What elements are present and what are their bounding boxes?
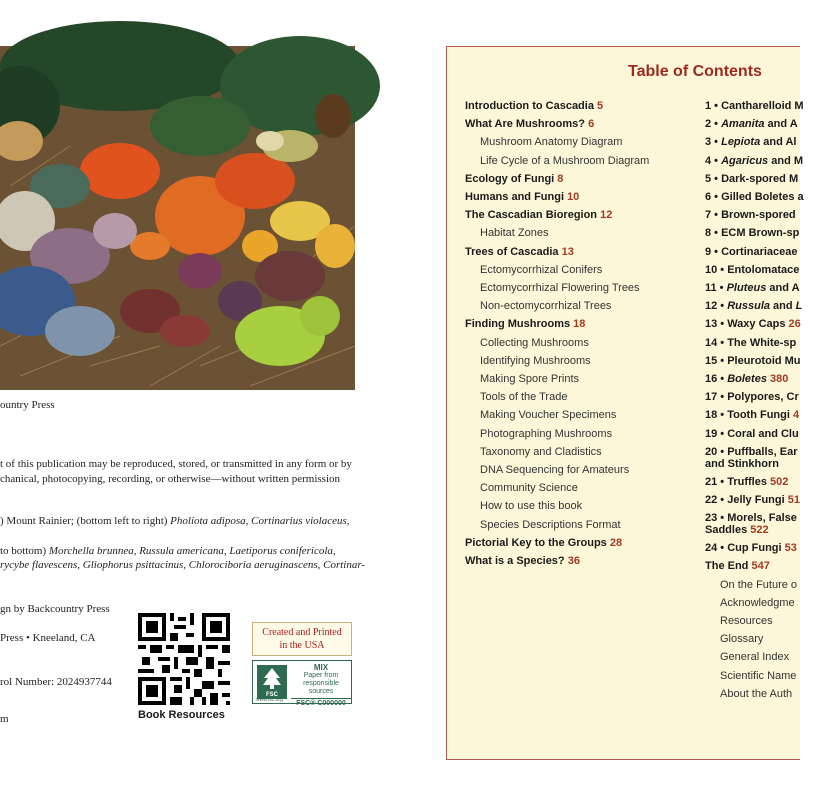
toc-chapter-label: Brown-spored — [721, 209, 796, 222]
toc-entry[interactable] — [465, 97, 695, 115]
toc-chapter-number: 2 • — [705, 118, 722, 131]
toc-chapter-entry[interactable] — [705, 648, 825, 666]
toc-chapter-label: Gilled Boletes a — [721, 191, 804, 204]
cover-credit-line-1-species: Pholiota adiposa, Cortinarius violaceus, — [170, 515, 350, 527]
toc-chapter-number: 17 • — [705, 391, 728, 404]
cover-credit-line-2-prefix: to bottom) — [0, 545, 49, 557]
toc-chapter-entry[interactable] — [705, 576, 825, 594]
toc-entry-page: 6 — [588, 118, 595, 131]
toc-chapter-number: 8 • — [705, 227, 722, 240]
toc-entry-label: Humans and Fungi — [465, 191, 564, 204]
toc-chapter-entry[interactable] — [705, 115, 825, 133]
toc-chapter-entry[interactable] — [705, 594, 825, 612]
fsc-text-block — [291, 664, 351, 708]
toc-entry-label: Introduction to Cascadia — [465, 100, 594, 112]
toc-chapter-number: 19 • — [705, 427, 728, 440]
toc-chapter-label: Russula and L — [727, 300, 803, 313]
toc-chapter-label: Cantharelloid M — [721, 100, 804, 112]
toc-entry-label: DNA Sequencing for Amateurs — [480, 464, 630, 477]
toc-page — [446, 46, 804, 760]
toc-entry-label: Ecology of Fungi — [465, 172, 555, 185]
toc-chapter-label: The White-sp — [727, 336, 797, 349]
toc-chapter-number: 16 • — [705, 373, 728, 386]
toc-entry-page: 13 — [561, 245, 574, 258]
cover-credit-line-3-species: rycybe flavescens, Gliophorus psittacinus, Chlorociboria aeruginascens, Cortinar- — [0, 559, 366, 571]
toc-entry[interactable] — [465, 297, 695, 315]
fsc-line-2: responsible sources — [303, 680, 339, 695]
toc-entry-label: Non-ectomycorrhizal Trees — [480, 300, 612, 313]
toc-chapter-entry[interactable] — [705, 667, 825, 685]
fsc-tree-logo-icon — [257, 665, 287, 699]
toc-chapter-entry[interactable] — [705, 685, 825, 703]
toc-chapter-number: 14 • — [705, 336, 728, 349]
toc-entry-label: Species Descriptions Format — [480, 518, 621, 531]
toc-chapter-label: Acknowledgme — [720, 596, 795, 609]
toc-entry[interactable] — [465, 497, 695, 515]
cover-credit-line-1 — [0, 514, 350, 528]
toc-chapter-entry[interactable] — [705, 370, 825, 388]
made-in-usa-badge — [252, 622, 352, 656]
toc-chapter-entry[interactable] — [705, 539, 825, 557]
toc-chapter-number: 3 • — [705, 136, 722, 149]
toc-entry[interactable] — [465, 479, 695, 497]
toc-chapter-number: 22 • — [705, 494, 728, 507]
toc-chapter-entry[interactable] — [705, 133, 825, 151]
toc-entry-label: What is a Species? — [465, 555, 565, 568]
toc-chapter-entry[interactable] — [705, 224, 825, 242]
toc-entry-label: Ectomycorrhizal Flowering Trees — [480, 282, 640, 295]
toc-entry-label: Mushroom Anatomy Diagram — [480, 136, 623, 149]
toc-entry-page: 36 — [567, 555, 580, 568]
toc-chapter-label: ECM Brown-sp — [721, 227, 800, 240]
toc-entry[interactable] — [465, 133, 695, 151]
qr-code-icon[interactable] — [138, 613, 230, 705]
copyright-line-2: chanical, photocopying, recording, or otherwise—without written permission — [0, 473, 341, 485]
toc-entry-page: 28 — [609, 536, 623, 549]
toc-chapter-entry[interactable] — [705, 406, 825, 424]
toc-chapter-entry[interactable] — [705, 630, 825, 648]
toc-chapter-entry[interactable] — [705, 152, 825, 170]
toc-entry[interactable] — [465, 334, 695, 352]
toc-chapter-label: Tooth Fungi 4 — [727, 409, 800, 422]
toc-entry-label: Making Voucher Specimens — [480, 409, 617, 422]
toc-entry-label: Finding Mushrooms — [465, 318, 571, 331]
toc-chapter-number: 4 • — [705, 154, 722, 167]
toc-chapter-label: Resources — [720, 615, 773, 628]
badge-usa-line-2: in the USA — [279, 640, 325, 651]
cover-credit-line-3 — [0, 558, 365, 572]
toc-chapter-number: 1 • — [705, 100, 722, 112]
toc-entry[interactable] — [465, 115, 695, 133]
toc-chapter-number: 20 • — [705, 445, 728, 458]
toc-chapter-entry[interactable] — [705, 243, 825, 261]
toc-entry-page: 8 — [557, 172, 564, 185]
toc-entry[interactable] — [465, 370, 695, 388]
toc-entry[interactable] — [465, 406, 695, 424]
toc-chapter-number: 10 • — [705, 263, 728, 276]
toc-chapter-label: Waxy Caps 26 — [727, 318, 801, 331]
fsc-mix-label: MIX — [313, 663, 329, 672]
toc-chapter-entry[interactable] — [705, 512, 825, 536]
toc-entry-label: Photographing Mushrooms — [480, 427, 613, 440]
toc-chapter-number: 13 • — [705, 318, 728, 331]
toc-entry[interactable] — [465, 152, 695, 170]
cover-photo-mushrooms — [0, 46, 355, 390]
toc-entry-page: 10 — [567, 191, 580, 204]
toc-entry-label: What Are Mushrooms? — [465, 118, 585, 131]
toc-entry-page: 12 — [600, 209, 613, 222]
toc-chapter-label: Entolomatace — [727, 263, 800, 276]
toc-entry-label: Tools of the Trade — [480, 391, 568, 404]
toc-chapter-label: Glossary — [720, 633, 764, 646]
fsc-url: www.fsc.org — [256, 697, 283, 703]
toc-entry[interactable] — [465, 170, 695, 188]
toc-entry[interactable] — [465, 388, 695, 406]
toc-chapter-label: Puffballs, Ear and Stinkhorn — [705, 445, 798, 470]
toc-entry-label: Trees of Cascadia — [465, 245, 559, 258]
toc-chapter-label: Scientific Name — [720, 669, 797, 682]
badge-usa-line-1: Created and Printed — [262, 627, 342, 638]
toc-chapter-number: 21 • — [705, 475, 728, 488]
toc-entry-page: 5 — [597, 100, 604, 112]
fsc-code: FSC® C000000 — [291, 698, 351, 708]
toc-chapter-label: On the Future o — [720, 578, 798, 591]
toc-chapter-entry[interactable] — [705, 388, 825, 406]
toc-chapter-entry[interactable] — [705, 612, 825, 630]
toc-chapter-number: 7 • — [705, 209, 722, 222]
trailing-text: m — [0, 713, 9, 725]
toc-entry-label: Community Science — [480, 482, 578, 495]
toc-entry-label: Ectomycorrhizal Conifers — [480, 263, 603, 276]
cover-credit-line-2 — [0, 544, 336, 558]
toc-column-1 — [465, 97, 695, 570]
toc-chapter-number: 15 • — [705, 354, 728, 367]
toc-entry-label: Habitat Zones — [480, 227, 549, 240]
toc-column-2 — [705, 97, 825, 703]
toc-entry-label: Collecting Mushrooms — [480, 336, 589, 349]
cover-credit-line-1-prefix: ) Mount Rainier; (bottom left to right) — [0, 515, 171, 527]
toc-entry[interactable] — [465, 261, 695, 279]
toc-chapter-entry[interactable] — [705, 315, 825, 333]
toc-entry-label: The Cascadian Bioregion — [465, 209, 598, 222]
toc-chapter-label: Pleurotoid Mu — [727, 354, 801, 367]
toc-chapter-entry[interactable] — [705, 352, 825, 370]
toc-title: Table of Contents — [628, 63, 762, 80]
toc-entry[interactable] — [465, 279, 695, 297]
toc-chapter-number: 23 • — [705, 512, 728, 525]
toc-chapter-number: 24 • — [705, 542, 728, 555]
toc-chapter-entry[interactable] — [705, 188, 825, 206]
toc-chapter-label: Truffles 502 — [727, 475, 789, 488]
toc-chapter-number: 18 • — [705, 409, 728, 422]
toc-entry-label: Identifying Mushrooms — [480, 354, 591, 367]
toc-entry-label: Making Spore Prints — [480, 373, 580, 386]
toc-entry-page: 18 — [573, 318, 586, 331]
toc-chapter-number: 12 • — [705, 300, 728, 313]
toc-chapter-number: 11 • — [705, 282, 727, 295]
toc-chapter-label: Jelly Fungi 51 — [727, 494, 800, 507]
toc-chapter-entry[interactable] — [705, 425, 825, 443]
toc-chapter-entry[interactable] — [705, 473, 825, 491]
qr-label: Book Resources — [138, 709, 225, 721]
fsc-logo-text: FSC — [266, 692, 278, 698]
toc-entry[interactable] — [465, 461, 695, 479]
toc-chapter-label: Polypores, Cr — [727, 391, 799, 404]
toc-entry[interactable] — [465, 516, 695, 534]
toc-chapter-entry[interactable] — [705, 206, 825, 224]
toc-entry[interactable] — [465, 352, 695, 370]
toc-chapter-label: Morels, False Saddles 522 — [705, 512, 797, 537]
toc-entry[interactable] — [465, 224, 695, 242]
toc-entry[interactable] — [465, 534, 695, 552]
toc-chapter-label: Cup Fungi 53 — [727, 542, 797, 555]
toc-entry[interactable] — [465, 243, 695, 261]
toc-chapter-entry[interactable] — [705, 297, 825, 315]
photo-credit-publisher: ountry Press — [0, 399, 55, 411]
toc-chapter-label: Coral and Clu — [727, 427, 799, 440]
toc-entry-label: Pictorial Key to the Groups — [465, 536, 607, 549]
toc-entry[interactable] — [465, 552, 695, 570]
mushroom-photo-illustration — [0, 46, 355, 390]
toc-chapter-label: The End 547 — [705, 560, 770, 573]
toc-chapter-entry[interactable] — [705, 446, 825, 470]
design-credit: gn by Backcountry Press — [0, 603, 110, 615]
toc-chapter-entry[interactable] — [705, 97, 825, 115]
toc-chapter-number: 5 • — [705, 172, 722, 185]
toc-chapter-label: Lepiota and Al — [721, 136, 797, 149]
toc-entry-label: How to use this book — [480, 500, 583, 513]
toc-chapter-label: Pluteus and A — [726, 282, 800, 295]
toc-chapter-label: Agaricus and M — [721, 154, 804, 167]
toc-entry[interactable] — [465, 443, 695, 461]
toc-chapter-entry[interactable] — [705, 557, 825, 575]
toc-chapter-label: Cortinariaceae — [721, 245, 798, 258]
toc-chapter-label: Dark-spored M — [721, 172, 799, 185]
toc-chapter-entry[interactable] — [705, 279, 825, 297]
toc-chapter-number: 6 • — [705, 191, 722, 204]
control-number: rol Number: 2024937744 — [0, 676, 112, 688]
fsc-badge — [252, 660, 352, 707]
toc-chapter-label: Amanita and A — [721, 118, 798, 131]
toc-chapter-entry[interactable] — [705, 491, 825, 509]
toc-chapter-entry[interactable] — [705, 334, 825, 352]
toc-entry-label: Taxonomy and Cladistics — [480, 445, 602, 458]
toc-entry[interactable] — [465, 206, 695, 224]
publisher-location: Press • Kneeland, CA — [0, 632, 96, 644]
toc-chapter-entry[interactable] — [705, 261, 825, 279]
fsc-line-1: Paper from — [303, 672, 339, 679]
cover-credit-line-2-species: Morchella brunnea, Russula americana, Laetiporus conifericola, — [48, 545, 336, 557]
copyright-line-1: t of this publication may be reproduced, stored, or transmitted in any form or by — [0, 458, 352, 470]
toc-chapter-number: 9 • — [705, 245, 722, 258]
left-page — [0, 0, 400, 800]
toc-chapter-entry[interactable] — [705, 170, 825, 188]
toc-entry[interactable] — [465, 188, 695, 206]
toc-entry[interactable] — [465, 425, 695, 443]
toc-entry-label: Life Cycle of a Mushroom Diagram — [480, 154, 650, 167]
toc-chapter-label: About the Auth — [720, 687, 793, 700]
toc-chapter-label: Boletes 380 — [727, 373, 789, 386]
toc-chapter-label: General Index — [720, 651, 790, 664]
toc-entry[interactable] — [465, 315, 695, 333]
